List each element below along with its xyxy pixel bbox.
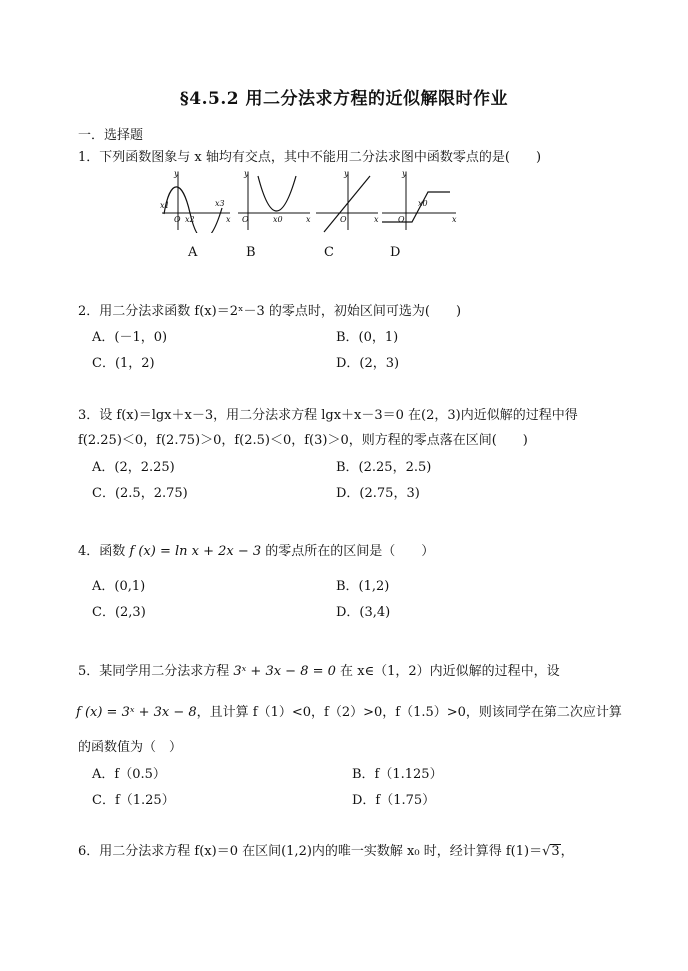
page-title: §4.5.2 用二分法求方程的近似解限时作业 — [179, 89, 509, 109]
graph-c-origin: O — [340, 215, 347, 224]
q2-option-d: D．(2，3) — [336, 356, 400, 371]
q6-tail: ， — [560, 844, 574, 859]
q3-option-b: B．(2.25，2.5) — [336, 460, 432, 475]
graph-label-b: B — [246, 245, 256, 260]
question-5-stem-line1 — [78, 660, 560, 679]
q5-option-a: A．f（0.5） — [92, 767, 166, 782]
question-5-stem-line3: 的函数值为（ ） — [78, 740, 183, 755]
q5-interval: x∈（1，2）内近似解的过程中，设 — [357, 664, 560, 679]
q4-prefix: 4．函数 — [78, 544, 130, 559]
graph-c — [316, 169, 379, 232]
question-6-stem — [78, 840, 574, 859]
q4-option-b: B．(1,2) — [336, 579, 390, 594]
q3-option-c: C．(2.5，2.75) — [92, 486, 188, 501]
question-3-stem-line2: f(2.25)＜0，f(2.75)＞0，f(2.5)＜0，f(3)＞0，则方程的零点落在区间( ) — [78, 433, 528, 448]
graph-a-x3: x3 — [215, 199, 225, 208]
q5-mid: 在 — [335, 664, 358, 679]
question-1-stem: 1．下列函数图象与 x 轴均有交点，其中不能用二分法求图中函数零点的是( ) — [78, 150, 542, 165]
q3-option-d: D．(2.75，3) — [336, 486, 420, 501]
q2-option-c: C．(1，2) — [92, 356, 155, 371]
graph-d-x0: x0 — [418, 199, 428, 208]
q3-option-a: A．(2，2.25) — [92, 460, 175, 475]
question-2-stem: 2．用二分法求函数 f(x)＝2ˣ－3 的零点时，初始区间可选为( ) — [78, 304, 462, 319]
q5-line2-rest: ，且计算 f（1）<0，f（2）>0，f（1.5）>0，则该同学在第二次应计算 — [196, 705, 622, 720]
graph-b-x-label: x — [306, 215, 311, 224]
q5-option-b: B．f（1.125） — [352, 767, 443, 782]
graph-a-x1: x1 — [160, 201, 170, 210]
graph-label-a: A — [188, 245, 198, 260]
graph-d-origin: O — [398, 215, 405, 224]
section-heading: 一．选择题 — [78, 128, 144, 143]
question-3-stem-line1: 3．设 f(x)＝lgx＋x－3，用二分法求方程 lgx＋x－3＝0 在(2，3)内近似解的过程中得 — [78, 408, 578, 423]
graph-c-x-label: x — [374, 215, 379, 224]
graph-a-origin: O — [174, 215, 181, 224]
q4-option-a: A．(0,1) — [92, 579, 146, 594]
question-4-stem — [78, 540, 434, 559]
q5-equation: 3ˣ + 3x − 8 = 0 — [233, 664, 336, 679]
q2-option-b: B．(0，1) — [336, 330, 399, 345]
q4-formula: f (x) = ln x + 2x − 3 — [129, 544, 262, 559]
graph-b-origin: O — [242, 215, 249, 224]
graph-a-y-label: y — [174, 169, 179, 178]
q5-option-c: C．f（1.25） — [92, 793, 175, 808]
q6-root-value: 3 — [551, 844, 560, 859]
q1-function-graphs — [160, 168, 460, 233]
graph-c-y-label: y — [344, 169, 349, 178]
graph-b-x0: x0 — [273, 215, 283, 224]
q4-option-d: D．(3,4) — [336, 605, 391, 620]
graph-a-x2: x2 — [185, 215, 195, 224]
graph-b-y-label: y — [244, 169, 249, 178]
q4-option-c: C．(2,3) — [92, 605, 146, 620]
q6-stem-text: 6．用二分法求方程 f(x)＝0 在区间(1,2)内的唯一实数解 x₀ 时，经计算得 f(1)＝ — [78, 844, 543, 859]
graph-a — [160, 169, 231, 233]
q5-option-d: D．f（1.75） — [352, 793, 436, 808]
graph-label-c: C — [324, 245, 334, 260]
sqrt-sign: √ — [542, 844, 551, 859]
graph-label-d: D — [390, 245, 401, 260]
q5-function: f (x) = 3ˣ + 3x − 8 — [76, 705, 197, 720]
q2-option-a: A．(－1，0) — [92, 330, 168, 345]
graph-b — [238, 169, 311, 230]
graph-d-y-label: y — [402, 169, 407, 178]
q4-suffix: 的零点所在的区间是（ ） — [261, 544, 435, 559]
graph-d — [382, 169, 457, 230]
graph-a-x-label: x — [226, 215, 231, 224]
q5-prefix: 5．某同学用二分法求方程 — [78, 664, 234, 679]
graph-d-x-label: x — [452, 215, 457, 224]
question-5-stem-line2 — [76, 701, 622, 720]
